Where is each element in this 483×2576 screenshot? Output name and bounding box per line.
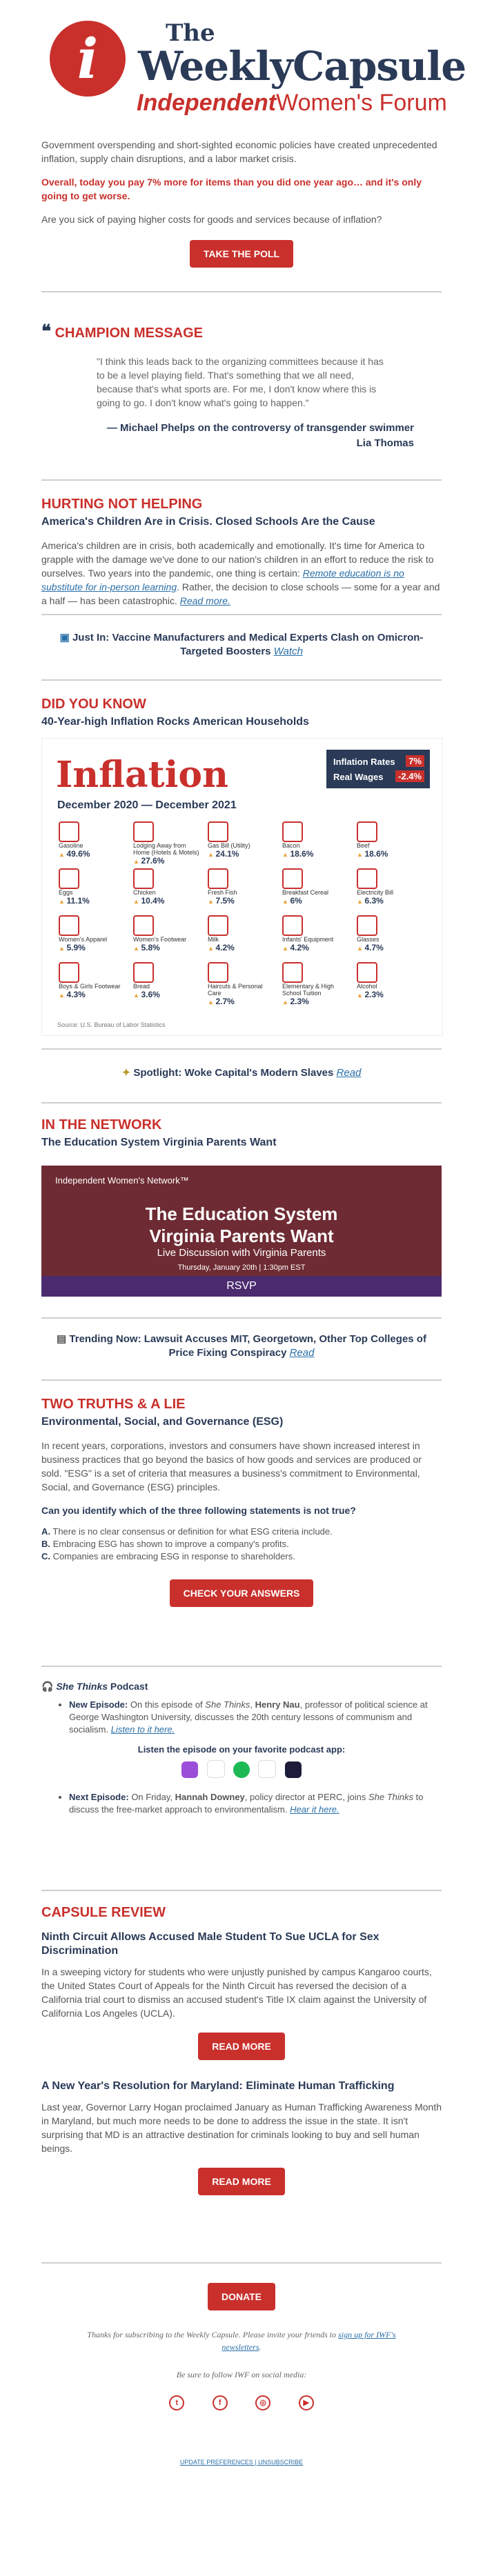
- next-episode-show: She Thinks: [368, 1792, 414, 1802]
- category-icon: [133, 868, 154, 889]
- up-arrow-icon: ▲: [357, 851, 363, 858]
- divider: [41, 1317, 442, 1319]
- next-episode-label: Next Episode:: [69, 1792, 129, 1802]
- category-icon: [357, 915, 377, 936]
- option-b-text: Embracing ESG has shown to improve a company's profits.: [52, 1539, 289, 1549]
- podcast-title: [41, 1679, 442, 1693]
- option-c: [41, 1550, 442, 1563]
- category-icon: [133, 821, 154, 842]
- network-event-banner[interactable]: [41, 1166, 442, 1297]
- item-label: Haircuts & Personal Care: [208, 983, 263, 997]
- champion-quote: "I think this leads back to the organizing committees because it has to be a level playing field. That's something that we all need, because that's what sports are. For me, I don't know where this is going to go. I don't know what's going to happen.": [97, 356, 384, 408]
- item-label: Infants' Equipment: [282, 936, 334, 943]
- infographic-item: [357, 962, 423, 999]
- option-a-letter: A.: [41, 1526, 50, 1537]
- category-icon: [357, 962, 377, 983]
- item-value: [357, 896, 423, 906]
- item-value-text: 27.6%: [141, 856, 165, 866]
- banner-title-line-2: Virginia Parents Want: [149, 1226, 334, 1246]
- just-in-section: [41, 631, 442, 659]
- infographic-item: [282, 962, 348, 1006]
- item-label: Bread: [133, 983, 150, 990]
- header: [41, 0, 466, 131]
- box-label-2: Real Wages: [333, 772, 384, 782]
- capsule-review-section: [41, 1905, 442, 2195]
- category-icon: [59, 821, 79, 842]
- item-value: [59, 990, 125, 999]
- donate-button[interactable]: DONATE: [208, 2283, 275, 2310]
- brand-org: [137, 90, 447, 117]
- champion-attribution-line-2: Lia Thomas: [356, 437, 414, 449]
- infographic-item: [59, 915, 125, 952]
- hurting-subtitle: America's Children Are in Crisis. Closed Schools Are the Cause: [41, 516, 375, 528]
- just-in-headline: Just In: Vaccine Manufacturers and Medical Experts Clash on Omicron-Targeted Boosters: [72, 632, 424, 657]
- read-more-button-1[interactable]: READ MORE: [198, 2033, 285, 2060]
- trending-read-link[interactable]: Read: [289, 1347, 315, 1359]
- category-icon: [208, 915, 228, 936]
- up-arrow-icon: ▲: [59, 945, 65, 952]
- banner-subtitle: Live Discussion with Virginia Parents: [157, 1247, 326, 1259]
- review-article-1-title: Ninth Circuit Allows Accused Male Student To Sue UCLA for Sex Discrimination: [41, 1931, 379, 1957]
- champion-title: [41, 321, 442, 342]
- network-subtitle: The Education System Virginia Parents Want: [41, 1137, 277, 1148]
- infographic-item: [208, 821, 274, 859]
- dyk-title: DID YOU KNOW: [41, 697, 146, 712]
- footer: [41, 2283, 442, 2466]
- trending-section: [41, 1332, 442, 1360]
- two-truths-question: Can you identify which of the three following statements is not true?: [41, 1505, 356, 1516]
- infographic-item: [133, 821, 199, 866]
- divider: [41, 679, 442, 681]
- up-arrow-icon: ▲: [208, 999, 214, 1006]
- category-icon: [357, 868, 377, 889]
- up-arrow-icon: ▲: [59, 851, 65, 858]
- hurting-title: HURTING NOT HELPING: [41, 497, 203, 512]
- item-value-text: 7.5%: [215, 896, 235, 906]
- intro-section: [41, 138, 442, 268]
- just-in-watch-link[interactable]: Watch: [273, 646, 303, 657]
- new-episode-item: • New Episode: On this episode of She Thinks, Henry Nau, professor of political science at George Washington University, discusses the 20th century lessons of communism and socialism. Listen to it here.: [69, 1699, 442, 1736]
- google-podcasts-icon[interactable]: [207, 1760, 225, 1778]
- item-label: Women's Apparel: [59, 936, 108, 943]
- up-arrow-icon: ▲: [208, 945, 214, 952]
- infographic-date: December 2020 — December 2021: [57, 799, 237, 811]
- just-in-text: [41, 631, 442, 659]
- two-truths-title: TWO TRUTHS & A LIE: [41, 1397, 186, 1412]
- quote-mark-icon: ❝: [41, 321, 51, 341]
- infographic-item: [282, 821, 348, 859]
- network-section: [41, 1117, 442, 1150]
- infographic-item: [357, 821, 423, 859]
- infographic-item: [133, 962, 199, 999]
- option-b: [41, 1538, 442, 1550]
- podcast-apps-label: Listen the episode on your favorite podcast app:: [137, 1744, 346, 1755]
- item-value-text: 18.6%: [364, 849, 388, 859]
- category-icon: [208, 962, 228, 983]
- podcast-section: [41, 1679, 442, 1816]
- brand-the: The: [166, 19, 215, 47]
- footer-separator: |: [253, 2459, 259, 2466]
- infographic-title: Inflation: [56, 754, 228, 796]
- thanks-text: [41, 2328, 442, 2353]
- review-title: CAPSULE REVIEW: [41, 1905, 166, 1920]
- inflation-infographic: [41, 738, 443, 1036]
- item-label: Women's Footwear: [133, 936, 187, 943]
- category-icon: [59, 868, 79, 889]
- hear-here-link[interactable]: Hear it here.: [290, 1804, 339, 1815]
- listen-here-link[interactable]: Listen to it here.: [110, 1724, 175, 1735]
- up-arrow-icon: ▲: [357, 992, 363, 999]
- network-title: IN THE NETWORK: [41, 1117, 162, 1132]
- item-label: Glasses: [357, 936, 379, 943]
- up-arrow-icon: ▲: [133, 858, 139, 865]
- review-article-2-body: Last year, Governor Larry Hogan proclaimed January as Human Trafficking Awareness Month in Maryland, but much more needs to be done to address the issue in the state. It isn't surprising that MD is an attractive destination for criminals looking to buy and sell human beings.: [41, 2101, 442, 2154]
- item-value-text: 2.3%: [290, 997, 309, 1006]
- up-arrow-icon: ▲: [357, 945, 363, 952]
- headphones-icon: 🎧: [41, 1681, 54, 1692]
- item-value: [357, 849, 423, 859]
- item-label: Breakfast Cereal: [282, 889, 329, 896]
- champion-attribution-line-1: — Michael Phelps on the controversy of transgender swimmer: [106, 422, 414, 434]
- apple-podcasts-icon[interactable]: [181, 1761, 198, 1778]
- next-episode-text-1: On Friday,: [131, 1792, 173, 1802]
- option-b-letter: B.: [41, 1539, 50, 1549]
- category-icon: [59, 915, 79, 936]
- infographic-source: Source: U.S. Bureau of Labor Statistics: [57, 1021, 166, 1028]
- next-episode-item: [69, 1791, 442, 1816]
- signup-newsletters-link[interactable]: sign up for IWF's newsletters: [221, 2330, 396, 2352]
- up-arrow-icon: ▲: [133, 898, 139, 905]
- email-body: [41, 0, 466, 2466]
- divider: [41, 1102, 442, 1104]
- infographic-item: [282, 915, 348, 952]
- update-preferences-link[interactable]: UPDATE PREFERENCES: [179, 2459, 253, 2466]
- up-arrow-icon: ▲: [282, 999, 288, 1006]
- spotify-icon[interactable]: [233, 1761, 250, 1778]
- take-poll-button[interactable]: TAKE THE POLL: [190, 240, 293, 268]
- podcast-list: [41, 1699, 442, 1736]
- item-value: [208, 849, 274, 859]
- trending-headline: Trending Now: Lawsuit Accuses MIT, Georgetown, Other Top Colleges of Price Fixing Conspiracy: [69, 1333, 426, 1359]
- item-value-text: 24.1%: [215, 849, 239, 859]
- item-value-text: 10.4%: [141, 896, 165, 906]
- item-value: [282, 943, 348, 952]
- new-episode-show: She Thinks: [205, 1699, 250, 1710]
- item-value: [59, 849, 125, 859]
- brand-title: WeeklyCapsule: [138, 43, 466, 90]
- new-episode-text-1: On this episode of: [130, 1699, 203, 1710]
- thanks-text-1: Thanks for subscribing to the Weekly Capsule. Please invite your friends to: [87, 2330, 337, 2339]
- item-value-text: 2.3%: [364, 990, 384, 999]
- rsvp-button[interactable]: RSVP: [41, 1276, 442, 1297]
- intro-question: Are you sick of paying higher costs for goods and services because of inflation?: [41, 214, 382, 225]
- item-value: [282, 896, 348, 906]
- podcast-list-next: [41, 1791, 442, 1816]
- box-value-2: -2.4%: [395, 770, 424, 782]
- champion-title-text: CHAMPION MESSAGE: [55, 326, 204, 341]
- up-arrow-icon: ▲: [357, 898, 363, 905]
- banner-org: Independent Women's Network™: [55, 1175, 189, 1186]
- spotlight-headline: Spotlight: Woke Capital's Modern Slaves: [133, 1067, 334, 1079]
- intro-paragraph-1: Government overspending and short-sighted economic policies have created unprecedented inflation, supply chain disruptions, and a labor market crisis.: [41, 139, 437, 164]
- option-c-letter: C.: [41, 1551, 50, 1561]
- infographic-item: [133, 868, 199, 906]
- infographic-item: [59, 821, 125, 859]
- iwf-logo-icon: [50, 21, 126, 97]
- item-value: [59, 943, 125, 952]
- item-label: Gas Bill (Utility): [208, 842, 250, 849]
- item-label: Electricity Bill: [357, 889, 394, 896]
- up-arrow-icon: ▲: [208, 851, 214, 858]
- twitter-icon[interactable]: t: [169, 2395, 184, 2410]
- infographic-item: [59, 962, 125, 999]
- up-arrow-icon: ▲: [282, 851, 288, 858]
- champion-section: [41, 321, 442, 451]
- category-icon: [282, 868, 303, 889]
- divider: [41, 1379, 442, 1381]
- item-value: [357, 990, 423, 999]
- infographic-item: [282, 868, 348, 906]
- new-episode-guest: Henry Nau: [255, 1699, 300, 1710]
- item-value: [208, 896, 274, 906]
- two-truths-section: [41, 1397, 442, 1607]
- review-article-1-body: In a sweeping victory for students who were unjustly punished by campus Kangaroo courts, the United States Court of Appeals for the Ninth Circuit has reversed the decision of a California trial court to dismiss an accused student's Title IX claim against the University of California Los Angeles (UCLA).: [41, 1966, 432, 2019]
- spotlight-text: [41, 1066, 442, 1080]
- item-label: Boys & Girls Footwear: [59, 983, 121, 990]
- item-value: [208, 997, 274, 1006]
- remote-education-link[interactable]: Remote education is no substitute for in-person learning: [41, 568, 404, 592]
- divider: [41, 1666, 442, 1667]
- category-icon: [59, 962, 79, 983]
- category-icon: [282, 821, 303, 842]
- podcast-app-icon[interactable]: [258, 1760, 276, 1778]
- divider: [41, 2262, 442, 2264]
- next-episode-guest: Hannah Downey: [175, 1792, 245, 1802]
- hurting-read-more-link[interactable]: Read more.: [179, 595, 230, 606]
- up-arrow-icon: ▲: [282, 898, 288, 905]
- hurting-section: [41, 497, 442, 608]
- up-arrow-icon: ▲: [208, 898, 214, 905]
- banner-title-line-1: The Education System: [145, 1204, 338, 1224]
- next-episode-text-3: to discuss the free-market approach to environmentalism.: [69, 1792, 424, 1815]
- check-answers-button[interactable]: CHECK YOUR ANSWERS: [170, 1579, 314, 1607]
- up-arrow-icon: ▲: [282, 945, 288, 952]
- divider: [41, 291, 442, 292]
- item-value: [133, 990, 199, 999]
- hurting-body: [41, 539, 442, 608]
- item-value-text: 6%: [290, 896, 302, 906]
- item-value-text: 49.6%: [66, 849, 90, 859]
- two-truths-options: [41, 1526, 442, 1563]
- new-episode-text-2: , professor of political science at George Washington University, discusses the 20th century lessons of communism and socialism.: [69, 1699, 428, 1735]
- banner-title: [41, 1203, 442, 1247]
- infographic-item: [133, 915, 199, 952]
- category-icon: [133, 962, 154, 983]
- up-arrow-icon: ▲: [59, 898, 65, 905]
- item-value: [208, 943, 274, 952]
- item-value-text: 2.7%: [215, 997, 235, 1006]
- item-value: [282, 849, 348, 859]
- item-label: Fresh Fish: [208, 889, 237, 896]
- item-value-text: 4.2%: [215, 943, 235, 952]
- item-value: [357, 943, 423, 952]
- brand-org-bold: Independent: [137, 90, 277, 116]
- category-icon: [133, 915, 154, 936]
- up-arrow-icon: ▲: [133, 992, 139, 999]
- item-value-text: 3.6%: [141, 990, 160, 999]
- social-icons: [41, 2395, 442, 2410]
- category-icon: [282, 915, 303, 936]
- item-label: Alcohol: [357, 983, 377, 990]
- item-value-text: 5.8%: [141, 943, 160, 952]
- item-value: [282, 997, 348, 1006]
- inflation-rate-box: [326, 750, 430, 788]
- thanks-text-2: .: [259, 2342, 262, 2352]
- new-episode-label: New Episode:: [69, 1699, 128, 1710]
- intro-highlight: Overall, today you pay 7% more for items than you did one year ago… and it's only going to get worse.: [41, 177, 422, 201]
- read-more-button-2[interactable]: READ MORE: [198, 2168, 285, 2195]
- up-arrow-icon: ▲: [133, 945, 139, 952]
- category-icon: [357, 821, 377, 842]
- item-value: [133, 943, 199, 952]
- footer-links: [41, 2459, 442, 2466]
- instagram-icon[interactable]: ◎: [255, 2395, 270, 2410]
- brand-org-rest: Women's Forum: [276, 90, 447, 116]
- item-label: Elementary & High School Tuition: [282, 983, 335, 997]
- podcast-apps: [41, 1760, 442, 1781]
- spotlight-read-link[interactable]: Read: [336, 1067, 362, 1079]
- option-a: [41, 1526, 442, 1538]
- category-icon: [208, 821, 228, 842]
- facebook-icon[interactable]: f: [213, 2395, 228, 2410]
- category-icon: [208, 868, 228, 889]
- item-value-text: 4.3%: [66, 990, 86, 999]
- item-value-text: 4.2%: [290, 943, 309, 952]
- infographic-item: [59, 868, 125, 906]
- news-icon: ▣: [59, 632, 70, 643]
- infographic-item: [357, 868, 423, 906]
- item-value-text: 4.7%: [364, 943, 384, 952]
- item-value: [133, 856, 199, 866]
- item-label: Eggs: [59, 889, 73, 896]
- next-episode-text-2: , policy director at PERC, joins: [244, 1792, 366, 1802]
- item-label: Chicken: [133, 889, 156, 896]
- item-label: Bacon: [282, 842, 300, 849]
- item-value: [59, 896, 125, 906]
- box-value-1: 7%: [406, 755, 424, 767]
- divider: [41, 614, 442, 615]
- hurting-body-text-1: America's children are in crisis, both academically and emotionally. It's time for America to grapple with the damage we've done to our nation's children in an effort to reduce the risk to ourselves. Two years into the pandemic, one thing is certain:: [41, 540, 434, 579]
- item-value-text: 11.1%: [66, 896, 90, 906]
- unsubscribe-link[interactable]: UNSUBSCRIBE: [258, 2459, 304, 2466]
- logo-letter: i: [77, 26, 99, 91]
- review-article-2-title: A New Year's Resolution for Maryland: Eliminate Human Trafficking: [41, 2080, 395, 2092]
- podcast-title-rest: Podcast: [110, 1681, 148, 1692]
- trending-text: [41, 1332, 442, 1360]
- infographic-item: [208, 915, 274, 952]
- youtube-icon[interactable]: ▶: [299, 2395, 314, 2410]
- item-label: Gasoline: [59, 842, 83, 849]
- item-value-text: 18.6%: [290, 849, 314, 859]
- dyk-subtitle: 40-Year-high Inflation Rocks American Households: [41, 716, 309, 728]
- podcast-title-italic: She Thinks: [56, 1681, 108, 1692]
- item-label: Beef: [357, 842, 370, 849]
- stitcher-icon[interactable]: [285, 1761, 302, 1778]
- champion-attribution: [41, 421, 442, 451]
- newspaper-icon: ▤: [57, 1333, 67, 1345]
- did-you-know-section: [41, 697, 442, 729]
- spotlight-section: [41, 1066, 442, 1080]
- two-truths-subtitle: Environmental, Social, and Governance (ESG): [41, 1416, 284, 1428]
- two-truths-body: In recent years, corporations, investors and consumers have shown increased interest in business practices that go beyond the basics of how goods and services are produced or sold. "ESG" is a set of criteria that measures a business's commitment to Environmental, Social, and Governance (ESG) principles.: [41, 1440, 422, 1492]
- option-c-text: Companies are embracing ESG in response to shareholders.: [52, 1551, 295, 1561]
- spotlight-icon: ✦: [121, 1067, 131, 1079]
- item-value: [133, 896, 199, 906]
- divider: [41, 1890, 442, 1891]
- item-label: Milk: [208, 936, 219, 943]
- infographic-item: [208, 868, 274, 906]
- hurting-body-text-2: . Rather, the decision to close schools — some for a year and a half — has been catastrophic.: [41, 581, 440, 606]
- divider: [41, 479, 442, 481]
- item-value-text: 5.9%: [66, 943, 86, 952]
- up-arrow-icon: ▲: [59, 992, 65, 999]
- category-icon: [282, 962, 303, 983]
- item-label: Lodging Away from Home (Hotels & Motels): [133, 842, 199, 856]
- divider: [41, 1048, 442, 1050]
- item-value-text: 6.3%: [364, 896, 384, 906]
- banner-date: Thursday, January 20th | 1:30pm EST: [177, 1264, 306, 1272]
- box-label-1: Inflation Rates: [333, 757, 395, 767]
- option-a-text: There is no clear consensus or definition for what ESG criteria include.: [52, 1526, 333, 1537]
- infographic-item: [357, 915, 423, 952]
- infographic-item: [208, 962, 274, 1006]
- follow-text: Be sure to follow IWF on social media:: [176, 2370, 307, 2379]
